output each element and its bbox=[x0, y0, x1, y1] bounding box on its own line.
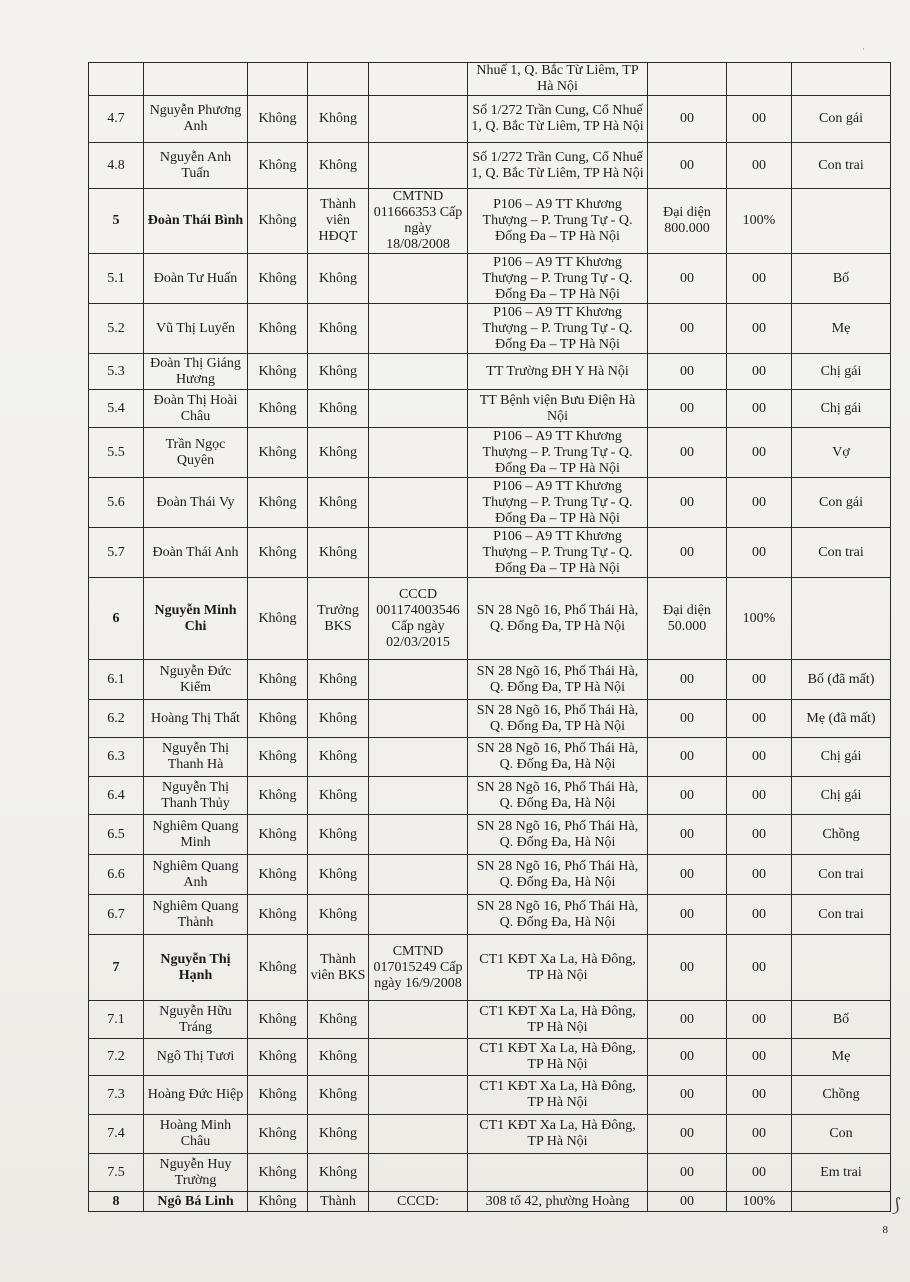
table-row bbox=[89, 1154, 891, 1192]
cell-relationship: Chị gái bbox=[792, 390, 891, 428]
cell-position: Không bbox=[248, 815, 308, 855]
cell-stt: 6 bbox=[89, 578, 144, 660]
cell-id-document bbox=[369, 855, 468, 895]
cell-name: Đoàn Tư Huấn bbox=[144, 254, 248, 304]
cell-name: Vũ Thị Luyến bbox=[144, 304, 248, 354]
cell-shares: 00 bbox=[648, 478, 727, 528]
cell-id-document bbox=[369, 1039, 468, 1076]
cell-id-document bbox=[369, 96, 468, 143]
cell-address: CT1 KĐT Xa La, Hà Đông, TP Hà Nội bbox=[468, 1001, 648, 1039]
cell-position: Không bbox=[248, 96, 308, 143]
cell-position: Không bbox=[248, 390, 308, 428]
cell-board-position: Không bbox=[308, 1001, 369, 1039]
cell-position: Không bbox=[248, 1039, 308, 1076]
cell-board-position bbox=[308, 63, 369, 96]
cell-ratio: 00 bbox=[727, 1115, 792, 1154]
cell-relationship: Bố (đã mất) bbox=[792, 660, 891, 700]
cell-name: Hoàng Đức Hiệp bbox=[144, 1076, 248, 1115]
cell-ratio: 00 bbox=[727, 1076, 792, 1115]
cell-ratio: 00 bbox=[727, 700, 792, 738]
cell-relationship: Con trai bbox=[792, 855, 891, 895]
cell-position: Không bbox=[248, 855, 308, 895]
cell-address: CT1 KĐT Xa La, Hà Đông, TP Hà Nội bbox=[468, 1076, 648, 1115]
cell-position: Không bbox=[248, 1115, 308, 1154]
cell-relationship: Chồng bbox=[792, 815, 891, 855]
cell-shares: 00 bbox=[648, 700, 727, 738]
cell-shares: 00 bbox=[648, 528, 727, 578]
cell-board-position: Thành viên HĐQT bbox=[308, 189, 369, 254]
table-body bbox=[89, 63, 891, 1212]
cell-ratio: 00 bbox=[727, 428, 792, 478]
table-row bbox=[89, 189, 891, 254]
table-row bbox=[89, 815, 891, 855]
cell-stt: 6.1 bbox=[89, 660, 144, 700]
table-row bbox=[89, 304, 891, 354]
cell-ratio: 100% bbox=[727, 189, 792, 254]
cell-name: Nghiêm Quang Anh bbox=[144, 855, 248, 895]
cell-board-position: Không bbox=[308, 254, 369, 304]
cell-relationship: Con trai bbox=[792, 528, 891, 578]
cell-stt: 5.5 bbox=[89, 428, 144, 478]
cell-id-document: CCCD: bbox=[369, 1192, 468, 1212]
cell-id-document bbox=[369, 304, 468, 354]
cell-id-document bbox=[369, 354, 468, 390]
cell-address: Số 1/272 Trần Cung, Cổ Nhuế 1, Q. Bắc Từ Liêm, TP Hà Nội bbox=[468, 96, 648, 143]
cell-ratio: 00 bbox=[727, 354, 792, 390]
table-row bbox=[89, 428, 891, 478]
cell-position: Không bbox=[248, 1154, 308, 1192]
cell-shares: 00 bbox=[648, 390, 727, 428]
cell-stt: 7 bbox=[89, 935, 144, 1001]
cell-ratio: 00 bbox=[727, 1039, 792, 1076]
cell-relationship: Chồng bbox=[792, 1076, 891, 1115]
table-row bbox=[89, 254, 891, 304]
cell-address: 308 tổ 42, phường Hoàng bbox=[468, 1192, 648, 1212]
cell-address: SN 28 Ngõ 16, Phố Thái Hà, Q. Đống Đa, Hà Nội bbox=[468, 738, 648, 777]
cell-name: Nguyễn Đức Kiểm bbox=[144, 660, 248, 700]
cell-board-position: Thành viên BKS bbox=[308, 935, 369, 1001]
cell-relationship: Chị gái bbox=[792, 777, 891, 815]
table-row bbox=[89, 354, 891, 390]
cell-name: Ngô Bá Linh bbox=[144, 1192, 248, 1212]
cell-position bbox=[248, 63, 308, 96]
cell-ratio: 100% bbox=[727, 578, 792, 660]
page-number: 8 bbox=[882, 1224, 888, 1236]
cell-stt: 4.8 bbox=[89, 143, 144, 189]
table-row bbox=[89, 660, 891, 700]
table-row bbox=[89, 935, 891, 1001]
cell-address: SN 28 Ngõ 16, Phố Thái Hà, Q. Đống Đa, Hà Nội bbox=[468, 895, 648, 935]
cell-address: P106 – A9 TT Khương Thượng – P. Trung Tự - Q. Đống Đa – TP Hà Nội bbox=[468, 304, 648, 354]
cell-shares: 00 bbox=[648, 1001, 727, 1039]
cell-address: CT1 KĐT Xa La, Hà Đông, TP Hà Nội bbox=[468, 935, 648, 1001]
initials-mark: ⟆ bbox=[893, 1195, 901, 1215]
cell-name: Nguyễn Thị Hạnh bbox=[144, 935, 248, 1001]
cell-address: P106 – A9 TT Khương Thượng – P. Trung Tự - Q. Đống Đa – TP Hà Nội bbox=[468, 254, 648, 304]
cell-address: SN 28 Ngõ 16, Phố Thái Hà, Q. Đống Đa, Hà Nội bbox=[468, 815, 648, 855]
cell-ratio: 00 bbox=[727, 96, 792, 143]
cell-board-position: Không bbox=[308, 354, 369, 390]
cell-shares: 00 bbox=[648, 777, 727, 815]
cell-relationship: Bố bbox=[792, 1001, 891, 1039]
cell-id-document bbox=[369, 478, 468, 528]
cell-id-document bbox=[369, 528, 468, 578]
scan-mark: · bbox=[862, 44, 865, 54]
cell-relationship bbox=[792, 63, 891, 96]
cell-board-position: Không bbox=[308, 1115, 369, 1154]
cell-stt: 7.2 bbox=[89, 1039, 144, 1076]
cell-id-document bbox=[369, 390, 468, 428]
cell-ratio: 00 bbox=[727, 855, 792, 895]
cell-ratio: 00 bbox=[727, 1001, 792, 1039]
cell-stt: 7.1 bbox=[89, 1001, 144, 1039]
cell-name: Nguyễn Huy Trường bbox=[144, 1154, 248, 1192]
cell-position: Không bbox=[248, 1076, 308, 1115]
cell-name: Đoàn Thị Giáng Hương bbox=[144, 354, 248, 390]
cell-position: Không bbox=[248, 189, 308, 254]
cell-shares: 00 bbox=[648, 428, 727, 478]
cell-stt: 5.2 bbox=[89, 304, 144, 354]
table-row bbox=[89, 855, 891, 895]
cell-board-position: Không bbox=[308, 390, 369, 428]
cell-position: Không bbox=[248, 354, 308, 390]
cell-ratio: 00 bbox=[727, 1154, 792, 1192]
cell-ratio: 00 bbox=[727, 777, 792, 815]
cell-board-position: Không bbox=[308, 478, 369, 528]
table-row bbox=[89, 777, 891, 815]
cell-board-position: Không bbox=[308, 1039, 369, 1076]
cell-position: Không bbox=[248, 738, 308, 777]
cell-shares: 00 bbox=[648, 895, 727, 935]
cell-board-position: Không bbox=[308, 528, 369, 578]
cell-relationship: Mẹ bbox=[792, 304, 891, 354]
cell-relationship: Con gái bbox=[792, 96, 891, 143]
cell-shares: 00 bbox=[648, 254, 727, 304]
cell-id-document: CMTND 011666353 Cấp ngày 18/08/2008 bbox=[369, 189, 468, 254]
cell-relationship bbox=[792, 578, 891, 660]
cell-shares: 00 bbox=[648, 354, 727, 390]
cell-address: SN 28 Ngõ 16, Phố Thái Hà, Q. Đống Đa, Hà Nội bbox=[468, 777, 648, 815]
cell-shares: 00 bbox=[648, 143, 727, 189]
cell-position: Không bbox=[248, 478, 308, 528]
cell-address: TT Trường ĐH Y Hà Nội bbox=[468, 354, 648, 390]
cell-name: Đoàn Thái Vy bbox=[144, 478, 248, 528]
cell-id-document bbox=[369, 143, 468, 189]
cell-board-position: Không bbox=[308, 143, 369, 189]
cell-address: CT1 KĐT Xa La, Hà Đông, TP Hà Nội bbox=[468, 1115, 648, 1154]
cell-ratio: 00 bbox=[727, 390, 792, 428]
cell-stt: 8 bbox=[89, 1192, 144, 1212]
related-persons-table bbox=[88, 62, 891, 1212]
cell-stt: 5.6 bbox=[89, 478, 144, 528]
cell-stt: 5.3 bbox=[89, 354, 144, 390]
cell-id-document bbox=[369, 1076, 468, 1115]
table-row bbox=[89, 96, 891, 143]
cell-board-position: Không bbox=[308, 815, 369, 855]
cell-id-document bbox=[369, 63, 468, 96]
cell-name: Ngô Thị Tươi bbox=[144, 1039, 248, 1076]
cell-id-document bbox=[369, 700, 468, 738]
cell-position: Không bbox=[248, 777, 308, 815]
cell-relationship: Con gái bbox=[792, 478, 891, 528]
cell-stt: 6.5 bbox=[89, 815, 144, 855]
cell-position: Không bbox=[248, 935, 308, 1001]
cell-ratio: 00 bbox=[727, 478, 792, 528]
cell-board-position: Không bbox=[308, 777, 369, 815]
cell-relationship: Vợ bbox=[792, 428, 891, 478]
cell-board-position: Không bbox=[308, 304, 369, 354]
cell-board-position: Không bbox=[308, 700, 369, 738]
cell-id-document bbox=[369, 738, 468, 777]
table-row bbox=[89, 390, 891, 428]
cell-position: Không bbox=[248, 143, 308, 189]
cell-position: Không bbox=[248, 1192, 308, 1212]
table-row bbox=[89, 1039, 891, 1076]
cell-name: Nghiêm Quang Minh bbox=[144, 815, 248, 855]
cell-relationship: Con bbox=[792, 1115, 891, 1154]
cell-position: Không bbox=[248, 660, 308, 700]
cell-position: Không bbox=[248, 895, 308, 935]
cell-relationship: Con trai bbox=[792, 895, 891, 935]
cell-shares: 00 bbox=[648, 815, 727, 855]
cell-position: Không bbox=[248, 304, 308, 354]
table-row bbox=[89, 528, 891, 578]
cell-board-position: Thành bbox=[308, 1192, 369, 1212]
cell-shares: 00 bbox=[648, 1115, 727, 1154]
cell-position: Không bbox=[248, 1001, 308, 1039]
cell-position: Không bbox=[248, 428, 308, 478]
table-row bbox=[89, 478, 891, 528]
cell-ratio: 100% bbox=[727, 1192, 792, 1212]
cell-id-document: CMTND 017015249 Cấp ngày 16/9/2008 bbox=[369, 935, 468, 1001]
cell-address: P106 – A9 TT Khương Thượng – P. Trung Tự - Q. Đống Đa – TP Hà Nội bbox=[468, 478, 648, 528]
cell-shares: 00 bbox=[648, 304, 727, 354]
cell-address: P106 – A9 TT Khương Thượng – P. Trung Tự - Q. Đống Đa – TP Hà Nội bbox=[468, 528, 648, 578]
cell-name: Hoàng Thị Thất bbox=[144, 700, 248, 738]
cell-address: SN 28 Ngõ 16, Phố Thái Hà, Q. Đống Đa, TP Hà Nội bbox=[468, 700, 648, 738]
cell-id-document bbox=[369, 895, 468, 935]
cell-ratio: 00 bbox=[727, 660, 792, 700]
cell-address: P106 – A9 TT Khương Thượng – P. Trung Tự - Q. Đống Đa – TP Hà Nội bbox=[468, 189, 648, 254]
cell-relationship: Mẹ bbox=[792, 1039, 891, 1076]
cell-ratio: 00 bbox=[727, 895, 792, 935]
cell-stt: 5 bbox=[89, 189, 144, 254]
cell-board-position: Không bbox=[308, 96, 369, 143]
cell-stt: 5.1 bbox=[89, 254, 144, 304]
cell-ratio: 00 bbox=[727, 738, 792, 777]
cell-name: Nguyễn Thị Thanh Thủy bbox=[144, 777, 248, 815]
cell-ratio: 00 bbox=[727, 815, 792, 855]
cell-name: Nguyễn Thị Thanh Hà bbox=[144, 738, 248, 777]
cell-address: SN 28 Ngõ 16, Phố Thái Hà, Q. Đống Đa, TP Hà Nội bbox=[468, 578, 648, 660]
cell-shares: 00 bbox=[648, 935, 727, 1001]
table-row bbox=[89, 143, 891, 189]
cell-stt: 6.3 bbox=[89, 738, 144, 777]
cell-stt: 6.7 bbox=[89, 895, 144, 935]
cell-position: Không bbox=[248, 254, 308, 304]
cell-relationship bbox=[792, 935, 891, 1001]
cell-ratio bbox=[727, 63, 792, 96]
table-row bbox=[89, 1115, 891, 1154]
cell-relationship bbox=[792, 189, 891, 254]
cell-id-document bbox=[369, 777, 468, 815]
cell-relationship: Mẹ (đã mất) bbox=[792, 700, 891, 738]
cell-stt: 4.7 bbox=[89, 96, 144, 143]
cell-shares bbox=[648, 63, 727, 96]
cell-shares: Đại diện 800.000 bbox=[648, 189, 727, 254]
cell-shares: 00 bbox=[648, 1039, 727, 1076]
cell-name: Nguyễn Anh Tuấn bbox=[144, 143, 248, 189]
cell-board-position: Không bbox=[308, 895, 369, 935]
cell-board-position: Không bbox=[308, 855, 369, 895]
cell-id-document bbox=[369, 660, 468, 700]
cell-id-document bbox=[369, 254, 468, 304]
cell-board-position: Không bbox=[308, 738, 369, 777]
cell-board-position: Không bbox=[308, 428, 369, 478]
cell-name: Đoàn Thị Hoài Châu bbox=[144, 390, 248, 428]
table-row bbox=[89, 578, 891, 660]
cell-relationship: Bố bbox=[792, 254, 891, 304]
cell-name: Đoàn Thái Anh bbox=[144, 528, 248, 578]
cell-address: TT Bệnh viện Bưu Điện Hà Nội bbox=[468, 390, 648, 428]
cell-name: Nguyễn Phương Anh bbox=[144, 96, 248, 143]
cell-name: Nguyễn Hữu Tráng bbox=[144, 1001, 248, 1039]
cell-stt: 5.7 bbox=[89, 528, 144, 578]
cell-shares: 00 bbox=[648, 1154, 727, 1192]
cell-id-document bbox=[369, 1115, 468, 1154]
cell-board-position: Không bbox=[308, 1154, 369, 1192]
table-row bbox=[89, 895, 891, 935]
cell-address: SN 28 Ngõ 16, Phố Thái Hà, Q. Đống Đa, TP Hà Nội bbox=[468, 660, 648, 700]
cell-name: Nghiêm Quang Thành bbox=[144, 895, 248, 935]
cell-stt: 5.4 bbox=[89, 390, 144, 428]
cell-board-position: Không bbox=[308, 660, 369, 700]
cell-id-document bbox=[369, 1154, 468, 1192]
cell-id-document: CCCD 001174003546 Cấp ngày 02/03/2015 bbox=[369, 578, 468, 660]
cell-stt: 6.6 bbox=[89, 855, 144, 895]
cell-name bbox=[144, 63, 248, 96]
cell-id-document bbox=[369, 815, 468, 855]
cell-address: P106 – A9 TT Khương Thượng – P. Trung Tự - Q. Đống Đa – TP Hà Nội bbox=[468, 428, 648, 478]
table-row bbox=[89, 700, 891, 738]
cell-ratio: 00 bbox=[727, 528, 792, 578]
cell-id-document bbox=[369, 1001, 468, 1039]
cell-relationship: Chị gái bbox=[792, 738, 891, 777]
cell-stt: 6.2 bbox=[89, 700, 144, 738]
cell-address: Nhuế 1, Q. Bắc Từ Liêm, TP Hà Nội bbox=[468, 63, 648, 96]
cell-ratio: 00 bbox=[727, 304, 792, 354]
cell-stt: 7.4 bbox=[89, 1115, 144, 1154]
cell-address: CT1 KĐT Xa La, Hà Đông, TP Hà Nội bbox=[468, 1039, 648, 1076]
cell-address: Số 1/272 Trần Cung, Cổ Nhuế 1, Q. Bắc Từ Liêm, TP Hà Nội bbox=[468, 143, 648, 189]
cell-id-document bbox=[369, 428, 468, 478]
table-row bbox=[89, 1076, 891, 1115]
cell-board-position: Trưởng BKS bbox=[308, 578, 369, 660]
cell-shares: Đại diện 50.000 bbox=[648, 578, 727, 660]
table-row bbox=[89, 1001, 891, 1039]
table-row bbox=[89, 1192, 891, 1212]
cell-stt: 6.4 bbox=[89, 777, 144, 815]
cell-ratio: 00 bbox=[727, 935, 792, 1001]
cell-relationship: Em trai bbox=[792, 1154, 891, 1192]
cell-name: Trần Ngọc Quyên bbox=[144, 428, 248, 478]
cell-relationship bbox=[792, 1192, 891, 1212]
cell-relationship: Con trai bbox=[792, 143, 891, 189]
cell-ratio: 00 bbox=[727, 143, 792, 189]
cell-name: Nguyễn Minh Chi bbox=[144, 578, 248, 660]
cell-shares: 00 bbox=[648, 1076, 727, 1115]
cell-relationship: Chị gái bbox=[792, 354, 891, 390]
cell-name: Đoàn Thái Bình bbox=[144, 189, 248, 254]
cell-stt: 7.3 bbox=[89, 1076, 144, 1115]
cell-stt bbox=[89, 63, 144, 96]
cell-board-position: Không bbox=[308, 1076, 369, 1115]
cell-name: Hoàng Minh Châu bbox=[144, 1115, 248, 1154]
cell-shares: 00 bbox=[648, 96, 727, 143]
cell-stt: 7.5 bbox=[89, 1154, 144, 1192]
table-row bbox=[89, 63, 891, 96]
cell-position: Không bbox=[248, 578, 308, 660]
cell-shares: 00 bbox=[648, 855, 727, 895]
cell-position: Không bbox=[248, 528, 308, 578]
cell-shares: 00 bbox=[648, 1192, 727, 1212]
cell-position: Không bbox=[248, 700, 308, 738]
cell-address: SN 28 Ngõ 16, Phố Thái Hà, Q. Đống Đa, Hà Nội bbox=[468, 855, 648, 895]
cell-address bbox=[468, 1154, 648, 1192]
cell-ratio: 00 bbox=[727, 254, 792, 304]
cell-shares: 00 bbox=[648, 660, 727, 700]
cell-shares: 00 bbox=[648, 738, 727, 777]
table-row bbox=[89, 738, 891, 777]
